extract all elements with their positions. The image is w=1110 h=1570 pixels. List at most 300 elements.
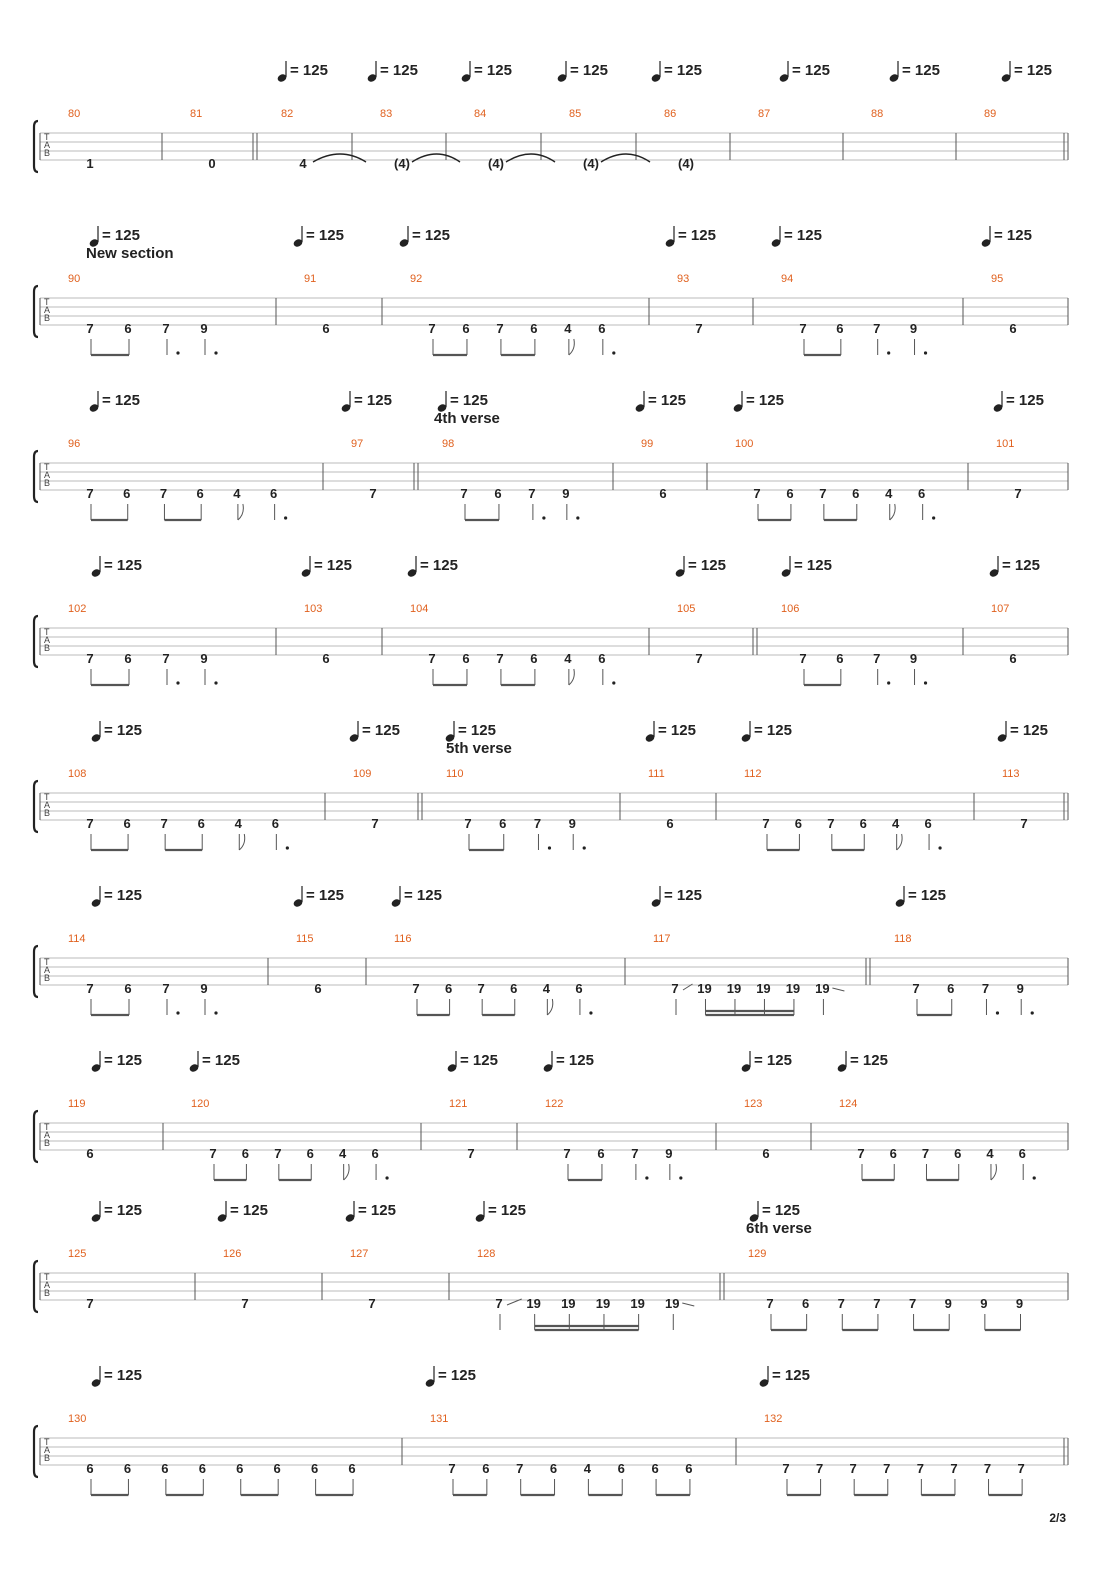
tab-note xyxy=(322,321,329,336)
fret-number: 6 xyxy=(575,981,583,996)
tab-note xyxy=(1016,1296,1023,1330)
measure xyxy=(735,438,935,520)
fret-number: 7 xyxy=(873,651,881,666)
measure xyxy=(474,108,555,171)
tempo-value: = 125 xyxy=(412,227,450,244)
tab-system xyxy=(34,886,1068,1015)
tempo-value: = 125 xyxy=(104,722,142,739)
fret-number: 6 xyxy=(310,1461,319,1476)
tempo-marking xyxy=(780,556,832,578)
fret-number: 6 xyxy=(371,1146,379,1161)
fret-number: 7 xyxy=(412,981,420,996)
tab-note xyxy=(631,1146,648,1180)
measure xyxy=(758,108,770,120)
fret-number: 7 xyxy=(912,981,920,996)
tab-note xyxy=(467,1146,474,1161)
tab-note xyxy=(659,486,666,501)
tempo-marking xyxy=(650,886,702,908)
tab-note xyxy=(200,981,217,1015)
section-label: 6th verse xyxy=(746,1220,812,1237)
measure-number: 99 xyxy=(641,438,654,450)
flag-icon xyxy=(547,999,552,1015)
tempo-value: = 125 xyxy=(104,557,142,574)
tempo-marking xyxy=(674,556,726,578)
fret-number: 6 xyxy=(314,981,322,996)
tempo-marking xyxy=(650,61,702,83)
tab-note xyxy=(954,1146,961,1180)
tab-note xyxy=(885,486,895,520)
measure xyxy=(744,1098,770,1161)
tab-note xyxy=(890,1146,897,1180)
fret-number: (4) xyxy=(394,156,410,171)
measure-number: 97 xyxy=(351,438,364,450)
tempo-value: = 125 xyxy=(772,1367,810,1384)
fret-number: 7 xyxy=(819,486,827,501)
tab-note xyxy=(766,1296,773,1330)
dot-icon xyxy=(385,1176,388,1179)
tab-system xyxy=(34,1051,1068,1180)
measure xyxy=(257,108,366,171)
measure xyxy=(68,768,289,850)
fret-number: 7 xyxy=(849,1461,857,1476)
tab-note xyxy=(235,816,245,850)
tab-clef-letter: B xyxy=(44,973,51,983)
flag-icon xyxy=(991,1164,996,1180)
tab-clef-letter: B xyxy=(44,1138,51,1148)
measure xyxy=(870,933,1034,1015)
fret-number: 7 xyxy=(837,1296,845,1311)
tab-note xyxy=(86,1296,93,1311)
measure-number: 121 xyxy=(449,1098,468,1110)
tempo-marking xyxy=(996,721,1048,743)
measure-number: 111 xyxy=(648,768,665,780)
tab-clef-letter: A xyxy=(44,305,51,315)
fret-number: 4 xyxy=(234,816,242,831)
dot-icon xyxy=(286,846,289,849)
measure-number: 119 xyxy=(68,1098,86,1110)
tab-note xyxy=(836,321,843,355)
tempo-value: = 125 xyxy=(994,227,1032,244)
tab-note xyxy=(1014,486,1021,501)
fret-number: 9 xyxy=(1016,981,1024,996)
tempo-value: = 125 xyxy=(746,392,784,409)
fret-number: 9 xyxy=(562,486,570,501)
tab-note xyxy=(241,1296,248,1311)
tab-note xyxy=(782,1461,789,1495)
section-label: 5th verse xyxy=(446,740,512,757)
tempo-value: = 125 xyxy=(306,227,344,244)
tab-note xyxy=(786,486,793,520)
tempo-value: = 125 xyxy=(570,62,608,79)
tab-note xyxy=(488,154,555,171)
flag-icon xyxy=(569,669,574,685)
fret-number: 7 xyxy=(371,816,379,831)
tempo-marking xyxy=(90,886,142,908)
fret-number: (4) xyxy=(583,156,599,171)
tempo-value: = 125 xyxy=(104,1052,142,1069)
fret-number: 4 xyxy=(564,321,572,336)
fret-number: 7 xyxy=(274,1146,282,1161)
tempo-marking xyxy=(340,391,392,413)
tempo-value: = 125 xyxy=(754,722,792,739)
tempo-value: = 125 xyxy=(488,1202,526,1219)
tie-arc xyxy=(412,154,460,162)
tempo-marking xyxy=(740,1051,792,1073)
tab-note xyxy=(1009,321,1016,336)
tab-note xyxy=(982,981,999,1015)
fret-number: 6 xyxy=(786,486,794,501)
measure-number: 105 xyxy=(677,603,696,615)
tab-note xyxy=(836,651,843,685)
tab-clef-letter: A xyxy=(44,800,51,810)
page-number: 2/3 xyxy=(1049,1511,1066,1525)
fret-number: 7 xyxy=(950,1461,958,1476)
fret-number: 6 xyxy=(270,486,278,501)
tab-note xyxy=(678,156,694,171)
tab-clef-letter: A xyxy=(44,1130,51,1140)
tab-note xyxy=(242,1146,249,1180)
fret-number: 6 xyxy=(947,981,955,996)
dot-icon xyxy=(1033,1176,1036,1179)
tempo-marking xyxy=(300,556,352,578)
tab-note xyxy=(795,816,802,850)
fret-number: 7 xyxy=(496,321,504,336)
measure xyxy=(68,603,218,685)
system-bracket xyxy=(34,946,38,997)
tempo-marking xyxy=(634,391,686,413)
tab-note xyxy=(86,651,93,685)
fret-number: 6 xyxy=(510,981,518,996)
dot-icon xyxy=(214,681,217,684)
fret-number: 7 xyxy=(209,1146,217,1161)
fret-number: 7 xyxy=(883,1461,891,1476)
tab-note xyxy=(428,651,435,685)
tempo-value: = 125 xyxy=(648,392,686,409)
tempo-marking xyxy=(1000,61,1052,83)
fret-number: 6 xyxy=(859,816,867,831)
system-bracket xyxy=(34,781,38,832)
fret-number: 6 xyxy=(530,651,538,666)
measure xyxy=(996,438,1022,501)
fret-number: 6 xyxy=(617,1461,625,1476)
fret-number: 7 xyxy=(799,321,807,336)
dot-icon xyxy=(612,351,615,354)
tempo-value: = 125 xyxy=(688,557,726,574)
tempo-value: = 125 xyxy=(794,557,832,574)
fret-number: 4 xyxy=(892,816,900,831)
tab-note xyxy=(208,156,215,171)
tab-clef-letter: B xyxy=(44,643,51,653)
measure-number: 95 xyxy=(991,273,1004,285)
fret-number: 6 xyxy=(124,321,132,336)
tempo-value: = 125 xyxy=(450,392,488,409)
tab-clef-letter: T xyxy=(44,792,50,802)
measure xyxy=(724,1248,1023,1330)
measure xyxy=(677,603,703,666)
tab-note xyxy=(495,1296,521,1330)
measure-number: 101 xyxy=(996,438,1015,450)
fret-number: 6 xyxy=(762,1146,770,1161)
tab-note xyxy=(651,1461,658,1495)
tie-arc xyxy=(506,154,555,162)
tab-clef-letter: T xyxy=(44,132,50,142)
tempo-value: = 125 xyxy=(358,1202,396,1219)
tab-note xyxy=(86,981,93,1015)
tempo-marking xyxy=(276,61,328,83)
tab-note xyxy=(124,981,131,1015)
measure xyxy=(430,1413,693,1495)
fret-number: 7 xyxy=(86,816,94,831)
tab-system xyxy=(34,556,1068,685)
tempo-marking xyxy=(188,1051,240,1073)
measure xyxy=(68,1098,94,1161)
system-bracket xyxy=(34,286,38,337)
fret-number: 6 xyxy=(482,1461,490,1476)
fret-number: 9 xyxy=(200,321,208,336)
tab-note xyxy=(618,1461,625,1495)
fret-number: 7 xyxy=(160,816,168,831)
tab-note xyxy=(464,816,471,850)
tab-note xyxy=(873,651,890,685)
tempo-value: = 125 xyxy=(420,557,458,574)
dot-icon xyxy=(1031,1011,1034,1014)
measure-number: 128 xyxy=(477,1248,496,1260)
measure-number: 116 xyxy=(394,933,412,945)
measure xyxy=(781,273,927,355)
fret-number: 7 xyxy=(86,981,94,996)
tempo-marking xyxy=(446,1051,498,1073)
measure xyxy=(223,1248,249,1311)
fret-number: 6 xyxy=(348,1461,356,1476)
tempo-value: = 125 xyxy=(306,887,344,904)
tab-note xyxy=(598,651,615,685)
fret-number: 6 xyxy=(86,1146,94,1161)
fret-number: 19 xyxy=(756,981,771,996)
fret-number: 6 xyxy=(597,1146,605,1161)
tab-note xyxy=(762,1146,769,1161)
tab-note xyxy=(270,486,287,520)
measure-number: 120 xyxy=(191,1098,210,1110)
tab-note xyxy=(123,816,130,850)
tempo-value: = 125 xyxy=(902,62,940,79)
tab-note xyxy=(496,321,503,355)
tempo-marking xyxy=(344,1201,396,1223)
tab-note xyxy=(161,816,168,850)
dot-icon xyxy=(284,516,287,519)
tab-note xyxy=(695,651,702,666)
tempo-marking xyxy=(992,391,1044,413)
tempo-marking xyxy=(836,1051,888,1073)
measure xyxy=(394,933,593,1015)
fret-number: 7 xyxy=(86,486,94,501)
tempo-value: = 125 xyxy=(380,62,418,79)
tab-clef-letter: B xyxy=(44,478,51,488)
tab-clef-letter: B xyxy=(44,808,51,818)
tempo-marking xyxy=(90,1201,142,1223)
slide-line xyxy=(682,1303,694,1306)
fret-number: 7 xyxy=(477,981,485,996)
measure xyxy=(296,933,322,996)
fret-number: 7 xyxy=(448,1461,456,1476)
dot-icon xyxy=(645,1176,648,1179)
fret-number: 7 xyxy=(671,981,679,996)
tempo-marking xyxy=(644,721,696,743)
fret-number: 6 xyxy=(530,321,538,336)
tempo-marking xyxy=(406,556,458,578)
tempo-marking xyxy=(390,886,442,908)
tab-system xyxy=(34,61,1068,172)
dot-icon xyxy=(679,1176,682,1179)
tab-note xyxy=(530,321,537,355)
tempo-value: = 125 xyxy=(556,1052,594,1069)
tempo-value: = 125 xyxy=(908,887,946,904)
fret-number: 7 xyxy=(162,981,170,996)
measure xyxy=(68,933,218,1015)
measure xyxy=(68,1248,94,1311)
tempo-value: = 125 xyxy=(102,392,140,409)
tab-note xyxy=(912,981,919,1015)
tab-clef-letter: T xyxy=(44,957,50,967)
tempo-marking xyxy=(894,886,946,908)
fret-number: 19 xyxy=(526,1296,541,1311)
tab-note xyxy=(496,651,503,685)
tab-note xyxy=(311,1461,318,1495)
fret-number: 6 xyxy=(889,1146,897,1161)
tempo-value: = 125 xyxy=(792,62,830,79)
tab-note xyxy=(850,1461,857,1495)
system-bracket xyxy=(34,121,38,172)
tempo-marking xyxy=(366,61,418,83)
tempo-marking xyxy=(988,556,1040,578)
fret-number: 19 xyxy=(785,981,801,996)
measure-number: 110 xyxy=(446,768,464,780)
tempo-value: = 125 xyxy=(850,1052,888,1069)
measure-number: 100 xyxy=(735,438,754,450)
tempo-marking xyxy=(90,1051,142,1073)
tempo-marking xyxy=(292,226,344,248)
fret-number: 7 xyxy=(916,1461,924,1476)
tab-system xyxy=(34,391,1068,520)
fret-number: 7 xyxy=(782,1461,790,1476)
tempo-value: = 125 xyxy=(102,227,140,244)
fret-number: 6 xyxy=(241,1146,250,1161)
fret-number: 19 xyxy=(630,1296,645,1311)
fret-number: 0 xyxy=(208,156,216,171)
tab-note xyxy=(299,154,366,171)
tab-note xyxy=(1017,981,1034,1015)
flag-icon xyxy=(238,504,243,520)
tab-note xyxy=(860,816,867,850)
measure-number: 109 xyxy=(353,768,372,780)
tab-note xyxy=(799,651,806,685)
fret-number: 7 xyxy=(369,486,377,501)
fret-number: 7 xyxy=(815,1461,824,1476)
tab-note xyxy=(583,154,650,171)
tempo-marking xyxy=(90,1366,142,1388)
fret-number: 6 xyxy=(954,1146,962,1161)
tempo-value: = 125 xyxy=(362,722,400,739)
fret-number: 7 xyxy=(631,1146,639,1161)
fret-number: 7 xyxy=(528,486,536,501)
tab-note xyxy=(543,981,553,1015)
fret-number: 6 xyxy=(1018,1146,1026,1161)
tab-note xyxy=(394,154,460,171)
fret-number: 6 xyxy=(836,321,844,336)
tab-note xyxy=(348,1461,355,1495)
fret-number: (4) xyxy=(488,156,504,171)
measure xyxy=(191,1098,389,1180)
measure-number: 91 xyxy=(304,273,317,285)
measure xyxy=(68,108,94,171)
measure xyxy=(190,108,216,171)
tab-note xyxy=(197,486,204,520)
measure xyxy=(304,603,330,666)
dot-icon xyxy=(214,351,217,354)
fret-number: 9 xyxy=(200,651,208,666)
measure xyxy=(380,108,460,171)
tempo-value: = 125 xyxy=(458,722,496,739)
tempo-value: = 125 xyxy=(104,1202,142,1219)
tab-note xyxy=(910,321,927,355)
fret-number: 7 xyxy=(799,651,807,666)
tab-note xyxy=(412,981,419,1015)
tab-note xyxy=(161,1461,168,1495)
tab-clef-letter: B xyxy=(44,148,51,158)
tab-note xyxy=(802,1296,809,1330)
tab-clef-letter: T xyxy=(44,1437,50,1447)
fret-number: 6 xyxy=(852,486,860,501)
tab-note xyxy=(892,816,902,850)
system-bracket xyxy=(34,1261,38,1312)
measure-number: 132 xyxy=(764,1413,783,1425)
dot-icon xyxy=(924,351,927,354)
tab-note xyxy=(815,981,844,1015)
tempo-value: = 125 xyxy=(104,887,142,904)
tab-note xyxy=(564,321,574,355)
tab-note xyxy=(917,1461,924,1495)
tab-note xyxy=(883,1461,890,1495)
fret-number: 6 xyxy=(444,981,453,996)
tab-note xyxy=(665,1146,682,1180)
measure-number: 106 xyxy=(781,603,800,615)
tempo-value: = 125 xyxy=(202,1052,240,1069)
measure-number: 89 xyxy=(984,108,997,120)
measure xyxy=(677,273,703,336)
tempo-value: = 125 xyxy=(1014,62,1052,79)
measure xyxy=(418,438,579,520)
slide-line xyxy=(832,988,844,991)
dot-icon xyxy=(214,1011,217,1014)
tab-clef-letter: B xyxy=(44,1453,51,1463)
dot-icon xyxy=(924,681,927,684)
measure-number: 90 xyxy=(68,273,81,285)
tab-system xyxy=(34,721,1068,850)
dot-icon xyxy=(583,846,586,849)
tab-note xyxy=(160,486,167,520)
fret-number: 6 xyxy=(123,816,131,831)
fret-number: 6 xyxy=(802,1296,810,1311)
tab-clef-letter: T xyxy=(44,1272,50,1282)
dot-icon xyxy=(932,516,935,519)
fret-number: 6 xyxy=(1009,321,1017,336)
measure-number: 88 xyxy=(871,108,884,120)
tab-note xyxy=(162,651,179,685)
tab-clef-letter: B xyxy=(44,1288,51,1298)
fret-number: 7 xyxy=(1020,816,1028,831)
system-bracket xyxy=(34,451,38,502)
measure xyxy=(410,273,615,355)
tab-note xyxy=(445,981,452,1015)
